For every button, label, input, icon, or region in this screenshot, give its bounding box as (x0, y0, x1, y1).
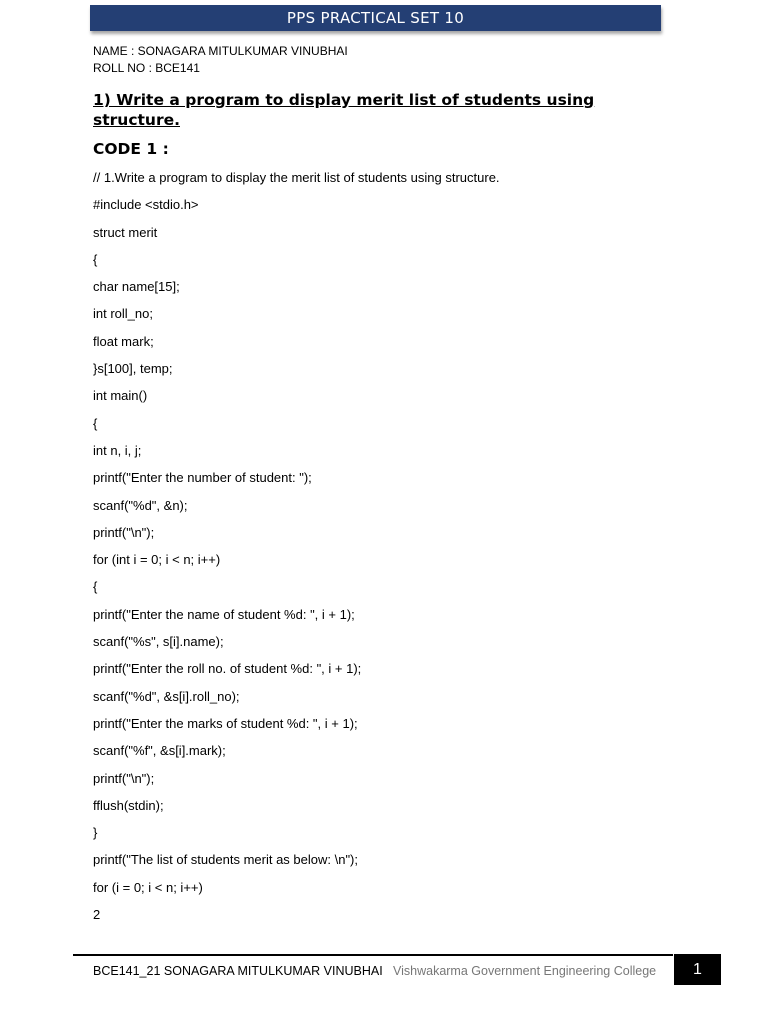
document-title: PPS PRACTICAL SET 10 (286, 9, 465, 27)
code-line: int main() (93, 388, 148, 404)
code-line: scanf("%d", &n); (93, 497, 188, 513)
code-line: printf("Enter the roll no. of student %d: ", i + 1); (93, 661, 362, 677)
footer-student-info: BCE141_21 SONAGARA MITULKUMAR VINUBHAI (93, 964, 383, 978)
code-line: scanf("%f", &s[i].mark); (93, 743, 226, 759)
code-line: // 1.Write a program to display the merit list of students using structure. (93, 170, 500, 185)
code-label: CODE 1 : (93, 140, 169, 158)
code-line: for (int i = 0; i < n; i++) (93, 552, 221, 568)
page-number: 1 (693, 960, 702, 978)
code-block (93, 170, 500, 934)
code-line: } (93, 825, 98, 841)
page-number-box (674, 954, 721, 985)
code-line: int n, i, j; (93, 442, 142, 458)
document-header-bar (90, 5, 661, 31)
code-line: }s[100], temp; (93, 361, 173, 377)
code-line: printf("Enter the name of student %d: ", i + 1); (93, 606, 355, 622)
code-line: char name[15]; (93, 279, 180, 295)
code-line: printf("\n"); (93, 770, 155, 786)
code-line: printf("The list of students merit as below: \n"); (93, 852, 358, 868)
student-name: NAME : SONAGARA MITULKUMAR VINUBHAI (93, 44, 348, 58)
question-title: 1) Write a program to display merit list of students using structure. (93, 91, 595, 129)
code-line: fflush(stdin); (93, 797, 164, 813)
student-roll-no: ROLL NO : BCE141 (93, 61, 200, 75)
code-line: { (93, 415, 98, 431)
code-line: scanf("%d", &s[i].roll_no); (93, 688, 240, 704)
code-line: struct merit (93, 224, 158, 240)
code-line: #include <stdio.h> (93, 197, 199, 213)
code-line: printf("Enter the number of student: "); (93, 470, 312, 486)
code-line: { (93, 251, 98, 267)
code-line: float mark; (93, 333, 154, 349)
code-line: for (i = 0; i < n; i++) (93, 879, 203, 895)
code-line: printf("\n"); (93, 524, 155, 540)
code-line: { (93, 579, 98, 595)
code-line: int roll_no; (93, 306, 153, 322)
footer-divider (73, 954, 673, 956)
code-line: scanf("%s", s[i].name); (93, 634, 224, 650)
code-line: 2 (93, 907, 101, 923)
code-line: printf("Enter the marks of student %d: ", i + 1); (93, 715, 358, 731)
footer-college-name: Vishwakarma Government Engineering College (393, 964, 657, 978)
